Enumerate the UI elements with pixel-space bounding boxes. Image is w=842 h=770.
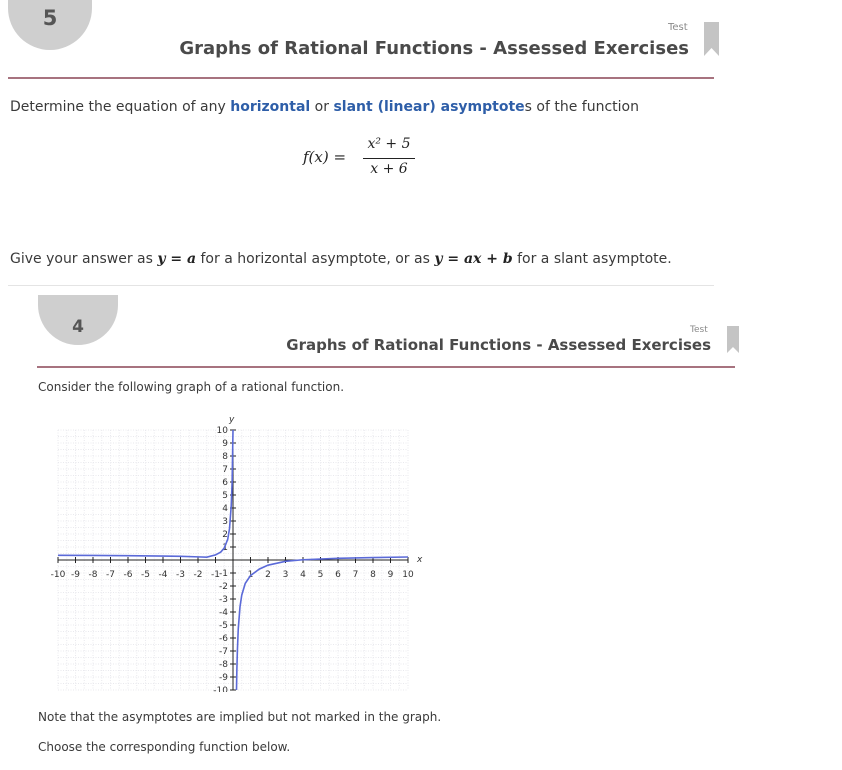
x-tick-label: -6 bbox=[123, 570, 133, 580]
bookmark-icon[interactable] bbox=[704, 22, 719, 56]
y-tick-label: 3 bbox=[222, 517, 228, 527]
x-tick-label: -10 bbox=[50, 570, 66, 580]
y-tick-label: -4 bbox=[219, 608, 228, 618]
page-title: Graphs of Rational Functions - Assessed Exercises bbox=[286, 336, 711, 354]
slant-asymptote-form: y = ax + b bbox=[434, 251, 513, 267]
title-divider bbox=[8, 77, 714, 79]
prompt-text: Determine the equation of any bbox=[10, 99, 231, 115]
x-tick-label: -8 bbox=[88, 570, 98, 580]
y-tick-label: -8 bbox=[219, 660, 228, 670]
question-number: 4 bbox=[72, 317, 84, 337]
keyword-horizontal: horizontal bbox=[230, 99, 311, 115]
y-tick-label: 6 bbox=[222, 478, 228, 488]
x-tick-label: 1 bbox=[247, 570, 254, 580]
y-tick-label: 2 bbox=[222, 530, 228, 540]
y-tick-label: 9 bbox=[222, 439, 228, 449]
graph-note: Note that the asymptotes are implied but not marked in the graph. bbox=[38, 710, 442, 724]
y-tick-label: -2 bbox=[219, 582, 228, 592]
answer-text: Give your answer as bbox=[10, 251, 158, 267]
graph-intro: Consider the following graph of a rational function. bbox=[38, 380, 345, 394]
x-tick-label: 3 bbox=[282, 570, 289, 580]
y-tick-label: -7 bbox=[219, 647, 228, 657]
x-tick-label: 8 bbox=[370, 570, 376, 580]
horizontal-asymptote-form: y = a bbox=[157, 251, 197, 267]
function-lhs: f(x) = bbox=[303, 148, 347, 166]
function-numerator: x² + 5 bbox=[367, 136, 411, 152]
title-divider bbox=[37, 366, 735, 368]
y-tick-label: -3 bbox=[219, 595, 228, 605]
y-tick-label: -6 bbox=[219, 634, 228, 644]
y-axis-label: y bbox=[229, 415, 235, 425]
y-tick-label: 1 bbox=[222, 543, 228, 553]
y-tick-label: -9 bbox=[219, 673, 228, 683]
x-tick-label: -7 bbox=[106, 570, 115, 580]
y-tick-label: -5 bbox=[219, 621, 228, 631]
section-divider bbox=[8, 285, 714, 286]
y-tick-label: 4 bbox=[222, 504, 228, 514]
question-number-badge bbox=[8, 0, 92, 50]
x-tick-label: 10 bbox=[402, 570, 414, 580]
x-tick-label: -9 bbox=[71, 570, 80, 580]
x-axis-label: x bbox=[417, 555, 423, 565]
answer-text: for a horizontal asymptote, or as bbox=[196, 251, 435, 267]
x-tick-label: 9 bbox=[387, 570, 394, 580]
rational-function-graph bbox=[46, 412, 426, 692]
bookmark-icon[interactable] bbox=[727, 326, 739, 353]
question-number: 5 bbox=[42, 6, 58, 30]
answer-instructions bbox=[10, 251, 672, 267]
page-title: Graphs of Rational Functions - Assessed Exercises bbox=[179, 38, 689, 59]
y-tick-label: 8 bbox=[222, 452, 228, 462]
x-tick-label: 7 bbox=[352, 570, 359, 580]
x-tick-label: -5 bbox=[141, 570, 150, 580]
question-prompt bbox=[10, 99, 639, 115]
test-label: Test bbox=[690, 325, 708, 335]
y-tick-label: -1 bbox=[219, 569, 228, 579]
x-tick-label: 4 bbox=[300, 570, 306, 580]
x-tick-label: -2 bbox=[193, 570, 203, 580]
test-label: Test bbox=[668, 22, 688, 33]
y-tick-label: 10 bbox=[216, 426, 228, 436]
x-tick-label: 6 bbox=[335, 570, 341, 580]
x-tick-label: 5 bbox=[317, 570, 324, 580]
x-tick-label: -4 bbox=[158, 570, 168, 580]
answer-text: for a slant asymptote. bbox=[512, 251, 672, 267]
function-denominator: x + 6 bbox=[370, 161, 408, 177]
x-tick-label: -3 bbox=[176, 570, 185, 580]
x-tick-label: -1 bbox=[211, 570, 220, 580]
keyword-slant-asymptote: slant (linear) asymptote bbox=[333, 99, 525, 115]
prompt-text: or bbox=[310, 99, 334, 115]
choose-instruction: Choose the corresponding function below. bbox=[38, 740, 291, 754]
fraction-bar bbox=[363, 158, 415, 159]
y-tick-label: -10 bbox=[213, 686, 228, 692]
prompt-text: s of the function bbox=[524, 99, 639, 115]
y-tick-label: 7 bbox=[222, 465, 228, 475]
y-tick-label: 5 bbox=[222, 491, 228, 501]
x-tick-label: 2 bbox=[265, 570, 271, 580]
question-number-badge bbox=[38, 295, 118, 345]
